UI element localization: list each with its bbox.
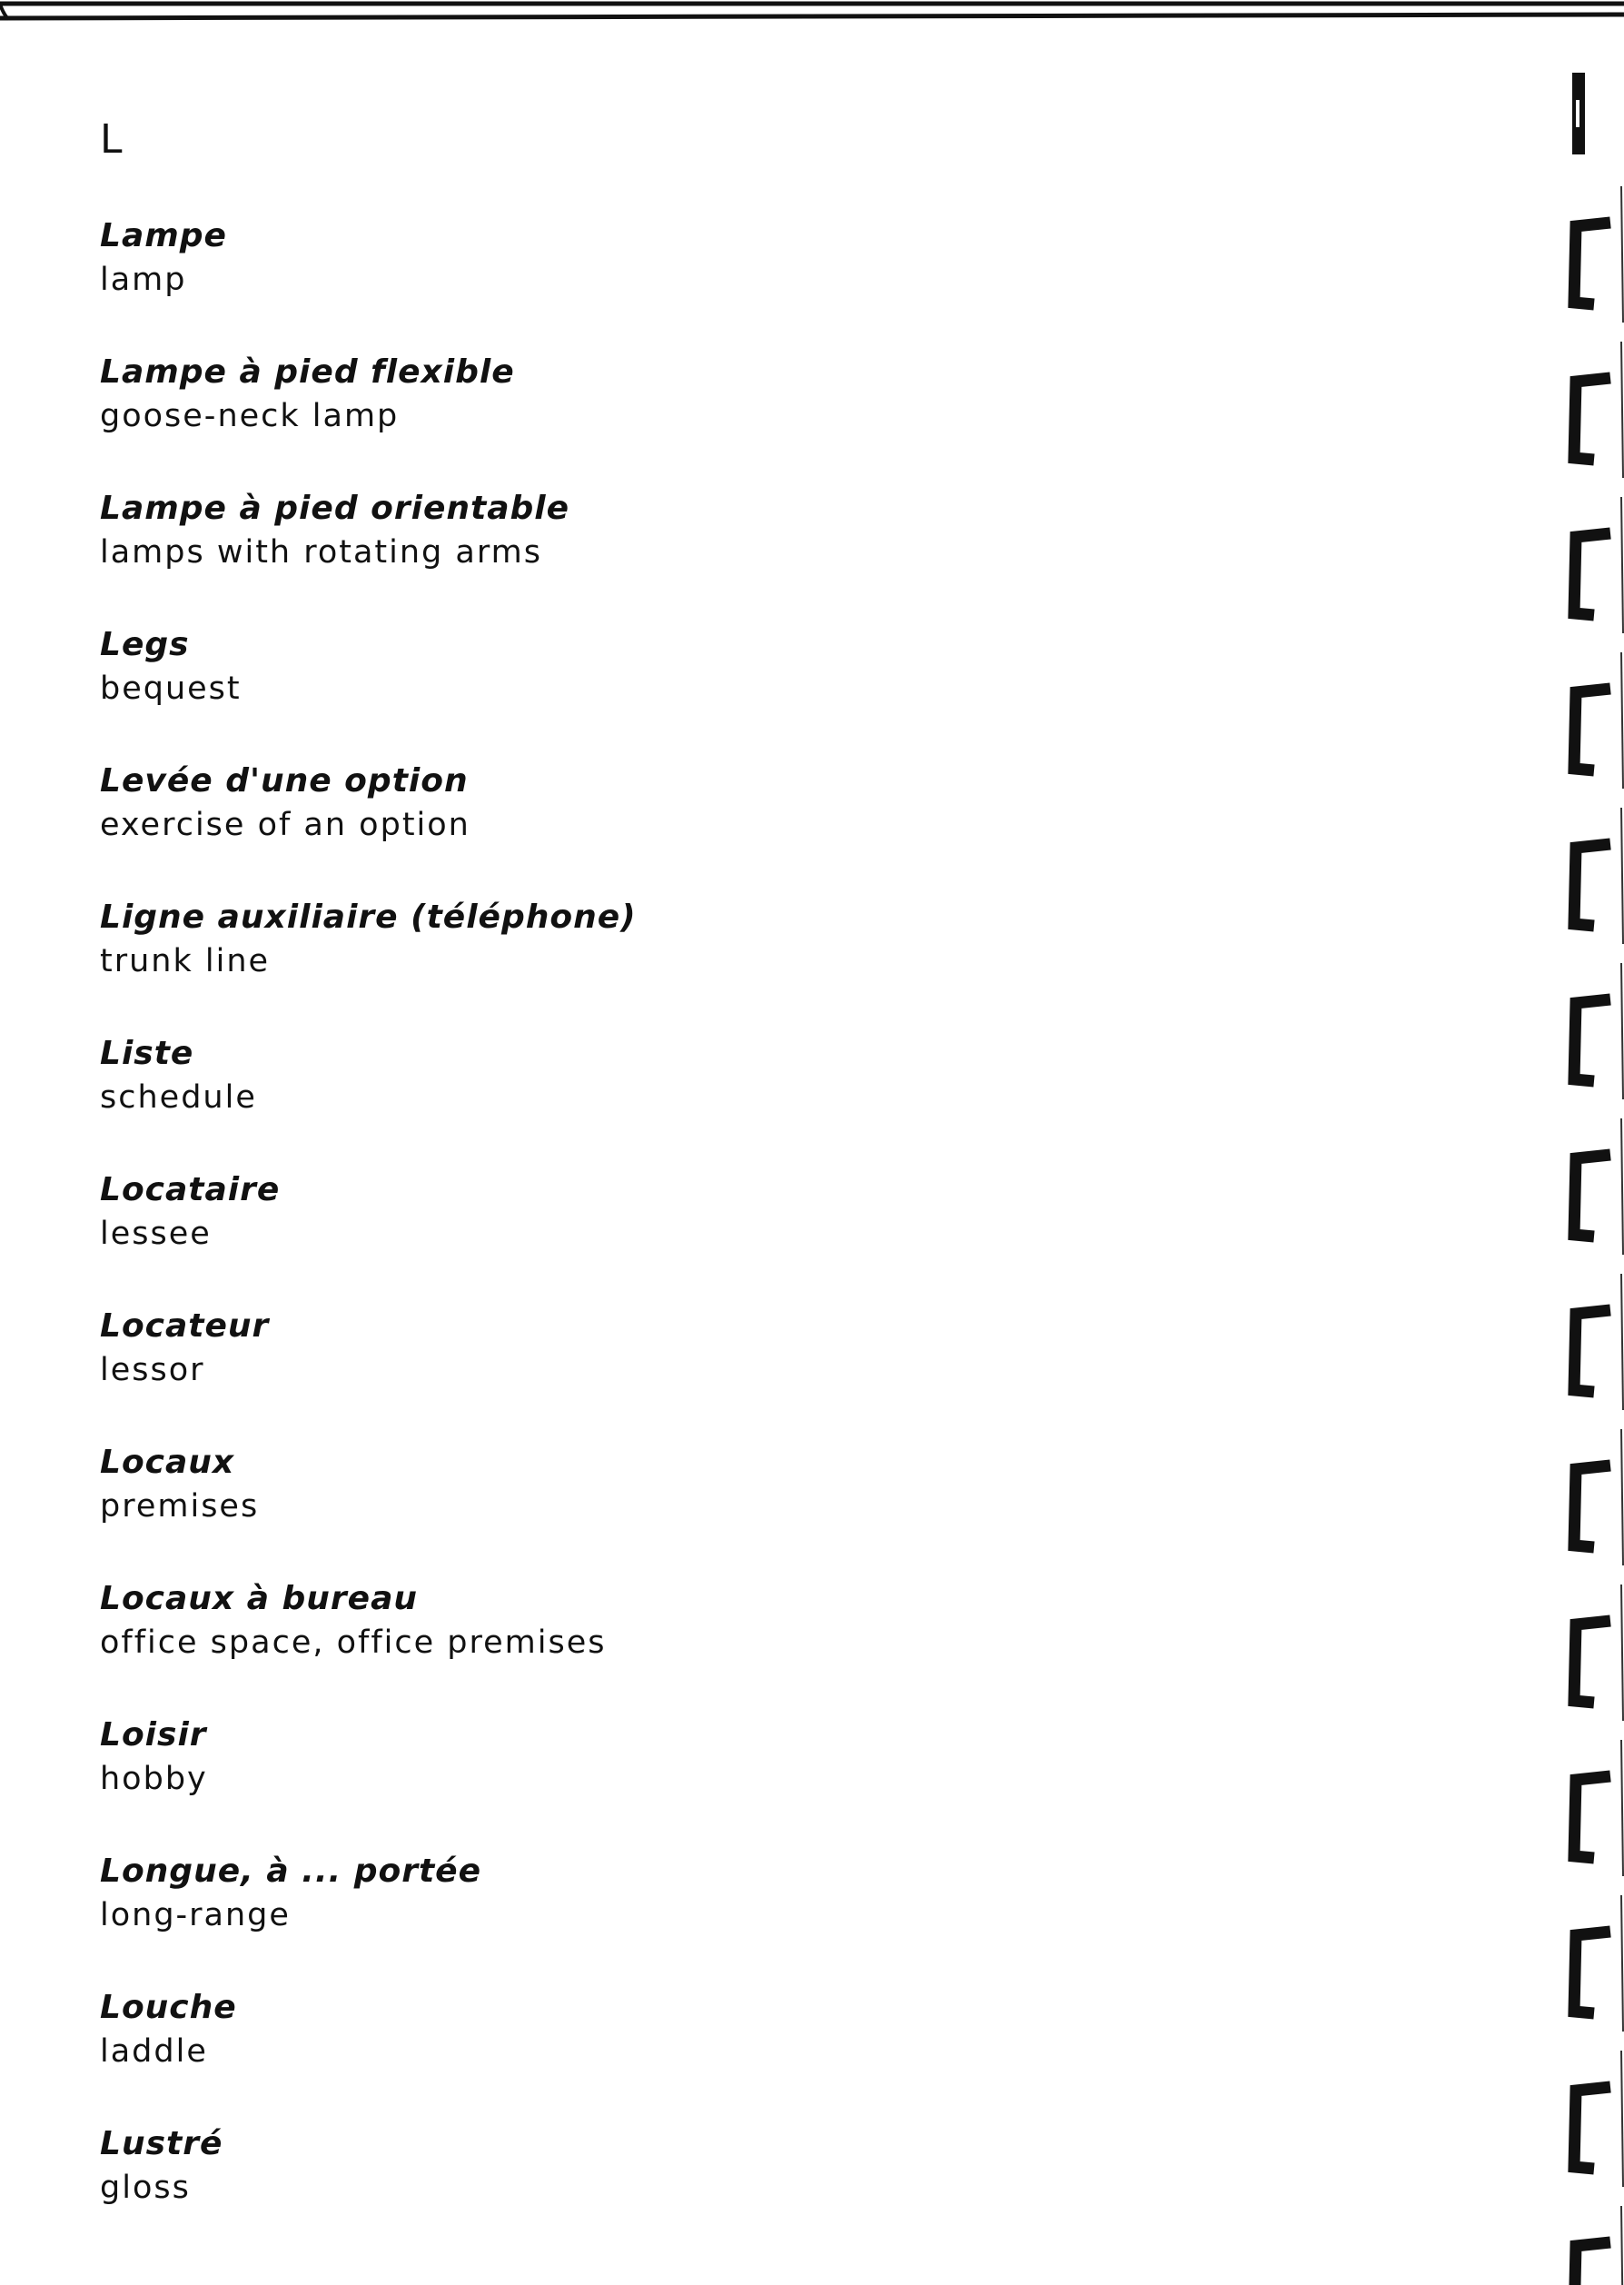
english-translation: goose-neck lamp: [100, 398, 400, 434]
binding-ring: [1574, 1465, 1610, 1547]
english-translation: bequest: [100, 671, 242, 707]
glossary-entry: [100, 1032, 637, 1168]
glossary-entry: [100, 351, 637, 487]
english-translation: lamps with rotating arms: [100, 534, 542, 571]
binding-ring: [1574, 2242, 1610, 2285]
binding-wire: [1621, 1429, 1623, 1565]
french-term: Lampe: [100, 217, 227, 254]
english-translation: lamp: [100, 262, 187, 298]
french-term: Lampe à pied orientable: [100, 490, 570, 527]
glossary-entry: [100, 2122, 637, 2259]
english-translation: premises: [100, 1488, 260, 1525]
english-translation: trunk line: [100, 943, 271, 979]
glossary-entry: [100, 760, 637, 896]
french-term: Levée d'une option: [100, 762, 469, 800]
binding-ring: [1574, 1776, 1610, 1858]
page-top-edge: [0, 0, 1624, 24]
english-translation: office space, office premises: [100, 1624, 607, 1661]
french-term: Longue, à ... portée: [100, 1853, 482, 1890]
french-term: Locaux à bureau: [100, 1580, 419, 1617]
english-translation: schedule: [100, 1079, 257, 1116]
english-translation: lessee: [100, 1216, 212, 1252]
binding-ring: [1574, 844, 1610, 926]
binding-wire: [1621, 342, 1623, 478]
binding-wire: [1621, 963, 1623, 1099]
french-term: Lustré: [100, 2125, 223, 2162]
french-term: Lampe à pied flexible: [100, 353, 515, 391]
english-translation: long-range: [100, 1897, 291, 1933]
glossary-entry: [100, 1441, 637, 1577]
glossary-entry: [100, 896, 637, 1032]
binding-wire: [1621, 497, 1623, 633]
binding-wire: [1621, 1895, 1623, 2032]
glossary-entry: [100, 1714, 637, 1850]
binding-ring: [1574, 2087, 1610, 2169]
glossary-entry: [100, 1577, 637, 1714]
binding-ring: [1574, 1310, 1610, 1392]
binding-ring: [1574, 689, 1610, 770]
binding-wire: [1621, 652, 1623, 789]
section-letter: L: [100, 116, 123, 163]
french-term: Locateur: [100, 1307, 270, 1345]
french-term: Locataire: [100, 1171, 281, 1208]
binding-ring: [1574, 533, 1610, 615]
french-term: Loisir: [100, 1716, 207, 1753]
binding-ring: [1574, 1932, 1610, 2013]
french-term: Louche: [100, 1989, 237, 2026]
binding-wire: [1621, 2051, 1623, 2187]
french-term: Ligne auxiliaire (téléphone): [100, 899, 637, 936]
binding-wire: [1621, 186, 1623, 323]
binding-ring: [1574, 378, 1610, 460]
french-term: Locaux: [100, 1444, 235, 1481]
glossary-list: [100, 214, 637, 2259]
glossary-entry: [100, 1850, 637, 1986]
english-translation: laddle: [100, 2033, 208, 2070]
glossary-entry: [100, 1168, 637, 1305]
glossary-entry: [100, 1305, 637, 1441]
binding-wire: [1621, 1585, 1623, 1721]
glossary-entry: [100, 623, 637, 760]
glossary-entry: [100, 487, 637, 623]
french-term: Liste: [100, 1035, 194, 1072]
binding-ring: [1574, 223, 1610, 304]
binding-wire: [1621, 1118, 1623, 1255]
english-translation: gloss: [100, 2170, 191, 2206]
spiral-binding: [1558, 0, 1624, 2285]
binding-ring: [1574, 1621, 1610, 1703]
binding-wire: [1621, 1274, 1623, 1410]
english-translation: lessor: [100, 1352, 205, 1388]
binding-wire: [1621, 2206, 1623, 2285]
binding-ring: [1574, 1155, 1610, 1237]
glossary-entry: [100, 214, 637, 351]
glossary-entry: [100, 1986, 637, 2122]
english-translation: hobby: [100, 1761, 208, 1797]
binding-ring: [1574, 999, 1610, 1081]
binding-wire: [1621, 808, 1623, 944]
english-translation: exercise of an option: [100, 807, 470, 843]
french-term: Legs: [100, 626, 190, 663]
binding-wire: [1621, 1740, 1623, 1876]
